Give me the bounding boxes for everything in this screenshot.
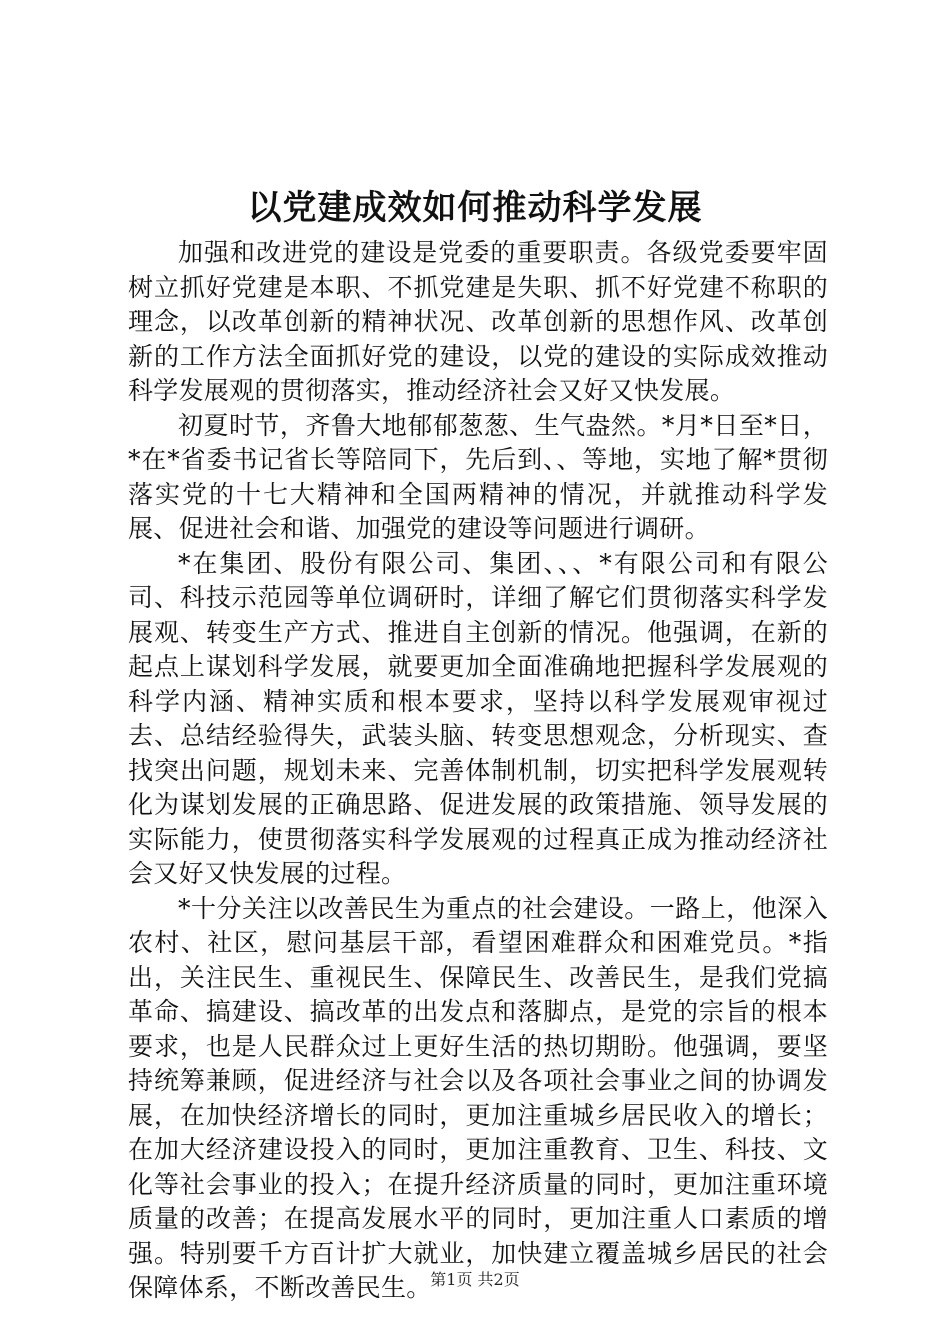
paragraph-1: 加强和改进党的建设是党委的重要职责。各级党委要牢固树立抓好党建是本职、不抓党建是失职、抓不好党建不称职的理念，以改革创新的精神状况、改革创新的思想作风、改革创新的工作方法全面抓好党的建设，以党的建设的实际成效推动科学发展观的贯彻落实，推动经济社会又好又快发展。 xyxy=(128,238,828,405)
document-body xyxy=(128,236,828,1306)
paragraph-4: *十分关注以改善民生为重点的社会建设。一路上，他深入农村、社区，慰问基层干部，看望困难群众和困难党员。*指出，关注民生、重视民生、保障民生、改善民生，是我们党搞革命、搞建设、搞改革的出发点和落脚点，是党的宗旨的根本要求，也是人民群众过上更好生活的热切期盼。他强调，要坚持统筹兼顾，促进经济与社会以及各项社会事业之间的协调发展，在加快经济增长的同时，更加注重城乡居民收入的增长；在加大经济建设投入的同时，更加注重教育、卫生、科技、文化等社会事业的投入；在提升经济质量的同时，更加注重环境质量的改善；在提高发展水平的同时，更加注重人口素质的增强。特别要千方百计扩大就业，加快建立覆盖城乡居民的社会保障体系，不断改善民生。 xyxy=(128,893,828,1302)
paragraph-3: *在集团、股份有限公司、集团、、、*有限公司和有限公司、科技示范园等单位调研时，详细了解它们贯彻落实科学发展观、转变生产方式、推进自主创新的情况。他强调，在新的起点上谋划科学发展，就要更加全面准确地把握科学发展观的科学内涵、精神实质和根本要求，坚持以科学发展观审视过去、总结经验得失，武装头脑、转变思想观念，分析现实、查找突出问题，规划未来、完善体制机制，切实把科学发展观转化为谋划发展的正确思路、促进发展的政策措施、领导发展的实际能力，使贯彻落实科学发展观的过程真正成为推动经济社会又好又快发展的过程。 xyxy=(128,548,828,888)
document-title: 以党建成效如何推动科学发展 xyxy=(247,188,703,228)
paragraph-2: 初夏时节，齐鲁大地郁郁葱葱、生气盎然。*月*日至*日，*在*省委书记省长等陪同下，先后到、、等地，实地了解*贯彻落实党的十七大精神和全国两精神的情况，并就推动科学发展、促进社会和谐、加强党的建设等问题进行调研。 xyxy=(128,410,828,543)
page-footer: 第1页 共2页 xyxy=(430,1270,520,1289)
